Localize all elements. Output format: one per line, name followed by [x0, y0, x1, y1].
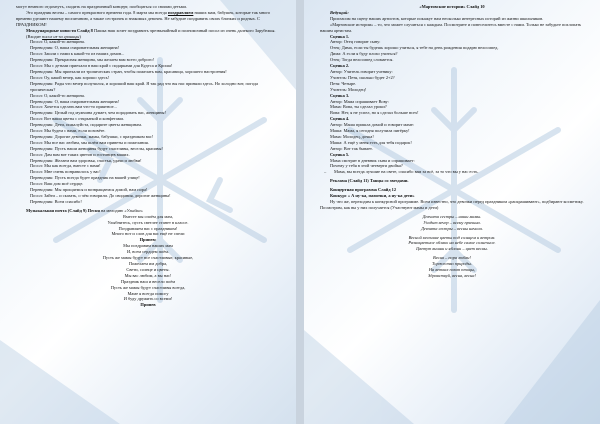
scene-line: Мама смотрит в дневник сына и спрашивает:	[330, 157, 415, 163]
verse-line: Много нот и слов для вас ещё не спели	[111, 231, 185, 237]
poem-stanza	[320, 255, 584, 279]
dialog-line: Посол: Зайти – и сказать, о чём говорили. До свидания, дорогие женщины!	[30, 193, 171, 198]
poem-line: Весна – пора любви!	[433, 255, 471, 261]
dialog-line: Переводчик: Пусть всегда будет праздник на вашей улице!	[30, 175, 140, 181]
section-heading: Реклама (Слайд 11) Танцы со звездами.	[330, 178, 409, 184]
dialog-line: Посол: О, какой-то женщина.	[30, 39, 85, 45]
chorus-label: Припев	[140, 302, 156, 308]
scene-heading: Сценка 1.	[330, 33, 350, 39]
poem-line: Уходит вечер – всему причина.	[423, 219, 481, 225]
scene-line: Автор: Отец говорит сыну:	[330, 39, 381, 45]
scene-line: Почему у тебя в этой четверти двойка?	[330, 163, 403, 169]
chorus-line: Пусть же мамы будут все счастливые, красивые,	[102, 255, 194, 261]
scenes-list	[320, 34, 584, 170]
dialog-line: Посол: Мы будем с вами, если позовёте.	[30, 128, 106, 134]
scene-line: Автор: Вот так бывает.	[330, 145, 373, 151]
dialog-line: Посол: О, какой-то женщина.	[30, 92, 85, 98]
poem-stanza	[320, 235, 584, 253]
scene-line: Отец: Дима, если ты будешь хорошо учиться, я тебе на день рождения подарю велосипед.	[330, 45, 499, 51]
scene-line: Дима: А если я буду плохо учиться?	[330, 51, 398, 57]
scene-line: Учитель: Петя, сколько будет 2+2?	[330, 74, 395, 80]
paragraph: Это праздник весны – самого прекрасного времени года. 8 марта мы всегда поздравляем наших мам, бабушек, которые так много времени уделяют нашему воспитанию, а также сестричек и знакомых девочек. Не забудьте поздравить своих близких и родных. С ПРАЗДНИКОМ!	[16, 9, 271, 27]
chorus-line: Свети, солнце и цветы.	[126, 266, 170, 272]
dialog-line: Посол: Мы как всегда, вместе с вами!	[30, 163, 101, 169]
dialog-line: Переводчик: О, ваша очаровательная женщина!	[30, 45, 120, 51]
chorus-line: Мы вас любим, а вы нас!	[124, 272, 172, 278]
left-page	[0, 0, 296, 424]
scene-line: Маша: А ещё у меня есть для тебя подарок!	[330, 139, 412, 145]
chorus-label: Припев:	[139, 237, 157, 243]
section-heading: Концертная программа Слайд 12	[330, 187, 397, 193]
section-heading: «Мартовские истории» Слайд 10	[419, 4, 485, 9]
dialog-line: Переводчик: Мы прощаемся и возвращаемся домой, нам пора!	[30, 187, 148, 193]
dialog-line: Переводчик: О, ваша очаровательная женщина!	[30, 98, 120, 104]
scene-heading: Сценка 3.	[330, 92, 350, 98]
scene-line: Петя: Четыре.	[330, 80, 357, 86]
poem-line: Разноцветное облако на небе самое солнечное.	[408, 240, 496, 246]
dialog-line: Переводчик: Мы приехали из тропических стран, чтобы пожелать вам, красавица, хорошего настроения!	[30, 68, 227, 74]
chorus-line: Мы поздравим наших мам	[123, 243, 173, 249]
contest-title: Конкурс « А ну-ка, мамочки, а ну-ка дети»	[330, 193, 415, 199]
dialog-line: Переводчик: Рады что вечер получился, и хороший ваш край. Я так рад что вы нас приняли здесь. Но холодно вот, погода тропическая?	[30, 80, 258, 92]
dialog-line: Переводчик: Целый год мужчина думает, чем порадовать вас, женщины!	[30, 110, 166, 116]
dialog-line: Посол: Вот ваши цветы с открыткой и конфетами.	[30, 116, 124, 122]
chorus-line: Пусть же мамы будут счастливы всегда,	[110, 284, 186, 290]
section-heading: Музыкальная почта (Слайд 9) Песня на мелодию «Улыбка»	[26, 207, 143, 213]
scene-line: Вова: Нет, я не успел, но я сделал больше всех!	[330, 110, 419, 116]
poem-line: Здравствуй, весна, весна!	[428, 272, 476, 278]
poem-line: На ветках поют птицы,	[428, 267, 476, 273]
poem-line: Торжество природы.	[432, 261, 472, 267]
dialog-line: Посол: Ваш дом моё сердце.	[30, 181, 84, 187]
scene-line: Учитель: Молодец!	[330, 86, 367, 92]
song-verse	[16, 214, 280, 238]
scene-line: Автор: Мама спрашивает Вову:	[330, 98, 389, 104]
poem-line: Девчата сестры – весны начала.	[421, 225, 483, 231]
chorus-line: Маме я всегда помогу	[127, 290, 169, 296]
dialog-line: Переводчик: Пусть наши женщины будут счастливы, веселы, красивы!	[30, 145, 163, 151]
dialog-line: Посол: Дам вам вот таких цветов и гостинцев ваших.	[30, 151, 130, 157]
chorus-line: Пожелаем им добра,	[128, 260, 168, 266]
scene-line: Автор: Учитель говорит ученику:	[330, 68, 393, 74]
scene-line: Автор: Маша пришла домой и говорит маме:	[330, 122, 415, 128]
dialog-line: Посол: Мы с детьми приехали в ваш край с подарками для Кудеса и Кроша!	[30, 63, 173, 69]
dialog-line: Посол: Мы все вас любим, мы шлём вам приветы и пожелания.	[30, 139, 149, 145]
scene-line: Мама: Вова, ты сделал уроки?	[330, 104, 387, 110]
speaker-label: Ведущий:	[330, 9, 349, 15]
left-page-text	[16, 4, 280, 308]
scene-heading: Сценка 5.	[330, 151, 350, 157]
stage-direction: (Входит посол из-за границы)	[26, 33, 81, 39]
scene-line: Маша: Мама, я сегодня получила пятёрку!	[330, 128, 410, 134]
verse-line: Вместе мы споём для мам,	[123, 213, 173, 219]
paragraph: могут немного отдохнуть, сходить на праздничный концерт, пообщаться со своими детьми.	[16, 4, 187, 9]
poem-line: Цветут вишни и яблони – цвет весны.	[416, 246, 488, 252]
dialog-line: Посол: Оу, какой вечер, как хорошо здесь!	[30, 74, 110, 80]
dialog-line: Посол: Мне очень понравилось у вас!	[30, 169, 101, 175]
section-heading: Международные новости Слайд 8 Пашка наш хочет поздравить чрезвычайный и полномочный посол из очень далекого Зарубежья.	[26, 27, 276, 33]
poem-stanza	[320, 214, 584, 232]
list-item: – Мама, вы всегда лучшие на свете, спасибо вам за всё, за то что вы у нас есть.	[320, 169, 584, 175]
scene-heading: Сценка 2.	[330, 63, 350, 69]
verse-line: Поздравляем вас с праздником!	[118, 225, 178, 231]
dialog-line: Переводчик: Желаем вам здоровья, счастья, удачи и любви!	[30, 157, 142, 163]
paragraph: Ну что же, переходим к конкурсной программе. Всем известно, что девочки перед праздником «раскрашивают», подбирают косметику. Посмотрим, как вы у них получается (Участвуют мамы и дети)	[320, 199, 584, 210]
dialog-lines	[16, 39, 280, 204]
dialog-line: Переводчик: Дорогие девочки, мамы, бабушки, с праздником вас!	[30, 133, 154, 139]
chorus-line: Праздник наш и весело поём	[120, 278, 176, 284]
dialog-line: Посол: Хочется сделать вам что-то приятное...	[30, 104, 117, 110]
poem-line: Весной весенние цветы под солнцем и ветром.	[408, 234, 496, 240]
scene-line: Отец: Тогда велосипед сломается.	[330, 57, 394, 63]
verse-line: Улыбнитесь, пусть светлее станет в классе.	[107, 219, 189, 225]
chorus-line: И, всем сердцем поём.	[126, 249, 170, 255]
dialog-line: Посол: Зашли с нами к какой-то из наших домов...	[30, 51, 125, 57]
dialog-line: Переводчик: Прекрасная женщина, мы желаем вам всего доброго!	[30, 57, 155, 63]
dialog-line: Переводчик: Дети, пожалуйста, подарите цветы женщинам.	[30, 122, 142, 128]
poem-line: Девчата сестры – наши мамы.	[422, 213, 482, 219]
scene-line: Мама: Молодец, дочка!	[330, 133, 374, 139]
right-page	[304, 0, 600, 424]
paragraph: «Мартовские истории» – то, что может случиться с каждым. Посмотрите и повеселитесь вместе с нами. Только не забудьте похлопать нашим артистам.	[320, 21, 582, 33]
dialog-line: Переводчик: Всем спасибо!	[30, 198, 82, 204]
right-page-text	[320, 4, 584, 279]
paragraph: Пригласим на сцену наших артистов, которые покажут нам несколько интересных историй из жизни школьников.	[330, 15, 544, 21]
chorus-line: И буду дружить со всеми!	[123, 296, 173, 302]
scene-heading: Сценка 4.	[330, 116, 350, 122]
song-chorus	[16, 243, 280, 302]
